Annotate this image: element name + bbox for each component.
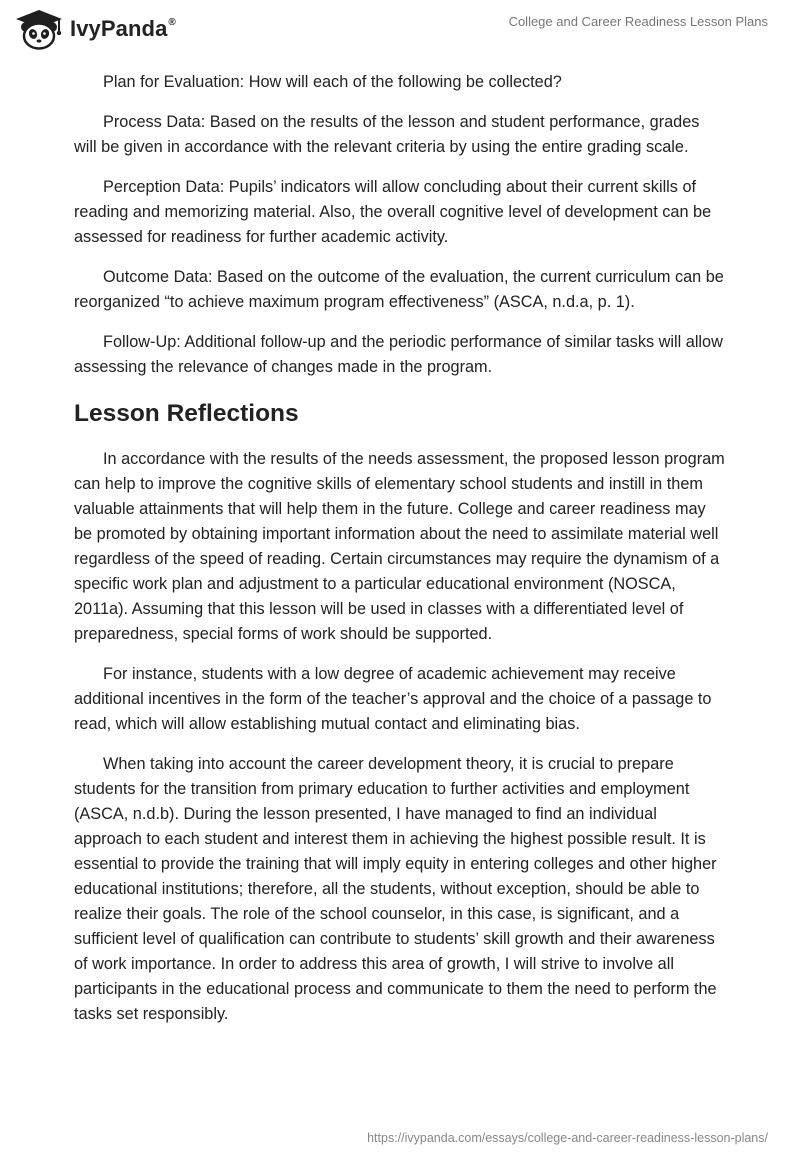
paragraph-reflection-2: For instance, students with a low degree of academic achievement may receive additional incentives in the form of the teacher’s approval and the choice of a passage to read, which will allow establishing mutual contact and eliminating bias. — [74, 665, 712, 733]
essay-content — [74, 70, 726, 1042]
brand-name: IvyPanda® — [70, 16, 176, 41]
paragraph-follow-up: Follow-Up: Additional follow-up and the periodic performance of similar tasks will allow assessing the relevance of changes made in the program. — [74, 333, 723, 376]
document-title: College and Career Readiness Lesson Plans — [508, 14, 768, 29]
paragraph-perception-data: Perception Data: Pupils’ indicators will allow concluding about their current skills of reading and memorizing material. Also, the overall cognitive level of development can be assessed for readiness for further academic activity. — [74, 178, 712, 246]
paragraph-outcome-data: Outcome Data: Based on the outcome of the evaluation, the current curriculum can be reorganized “to achieve maximum program effectiveness” (ASCA, n.d.a, p. 1). — [74, 268, 724, 311]
page-header — [0, 0, 800, 60]
source-url[interactable]: https://ivypanda.com/essays/college-and-career-readiness-lesson-plans/ — [367, 1131, 768, 1145]
panda-graduate-icon — [14, 8, 64, 50]
paragraph-reflection-1: In accordance with the results of the needs assessment, the proposed lesson program can help to improve the cognitive skills of elementary school students and instill in them valuable attainments that will help them in the future. College and career readiness may be promoted by obtaining important information about the need to assimilate material well regardless of the speed of reading. Certain circumstances may require the dynamism of a specific work plan and adjustment to a particular educational environment (NOSCA, 2011a). Assuming that this lesson will be used in classes with a differentiated level of preparedness, special forms of work should be supported. — [74, 450, 725, 643]
paragraph-process-data: Process Data: Based on the results of the lesson and student performance, grades will be given in accordance with the relevant criteria by using the entire grading scale. — [74, 113, 700, 156]
paragraph-plan-for-evaluation: Plan for Evaluation: How will each of the following be collected? — [103, 73, 562, 91]
section-heading-lesson-reflections: Lesson Reflections — [74, 400, 299, 427]
paragraph-reflection-3: When taking into account the career development theory, it is crucial to prepare students for the transition from primary education to further activities and employment (ASCA, n.d.b). During the lesson presented, I have managed to find an individual approach to each student and interest them in achieving the highest possible result. It is essential to provide the training that will imply equity in entering colleges and other higher educational institutions; therefore, all the students, without exception, should be able to realize their goals. The role of the school counselor, in this case, is significant, and a sufficient level of qualification can contribute to students’ skill growth and their awareness of work importance. In order to address this area of growth, I will strive to involve all participants in the educational process and communicate to them the need to perform the tasks set responsibly. — [74, 755, 717, 1023]
brand-logo[interactable] — [14, 8, 176, 50]
